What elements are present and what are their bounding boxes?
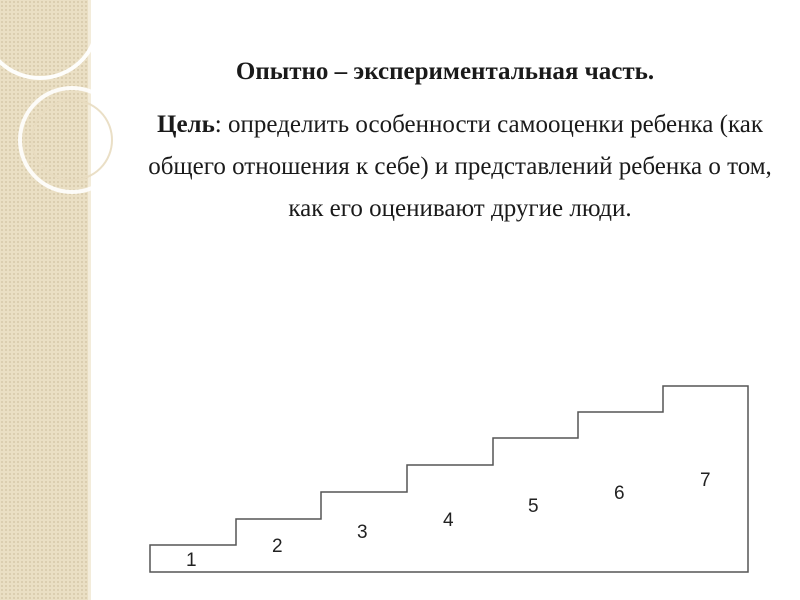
step-label-7: 7 [700,470,711,491]
step-label-4: 4 [443,510,454,531]
step-label-6: 6 [614,483,625,504]
step-labels [186,470,711,571]
step-label-1: 1 [186,550,197,571]
goal-lead-word: Цель [157,111,215,138]
staircase-outline [150,386,748,572]
step-label-5: 5 [528,496,539,517]
step-label-3: 3 [357,522,368,543]
goal-description: : определить особенности самооценки ребенка (как общего отношения к себе) и представлений ребенка о том, как его оценивают другие люди. [148,111,772,222]
slide-title: Опытно – экспериментальная часть. [235,58,655,85]
step-label-2: 2 [272,536,283,557]
